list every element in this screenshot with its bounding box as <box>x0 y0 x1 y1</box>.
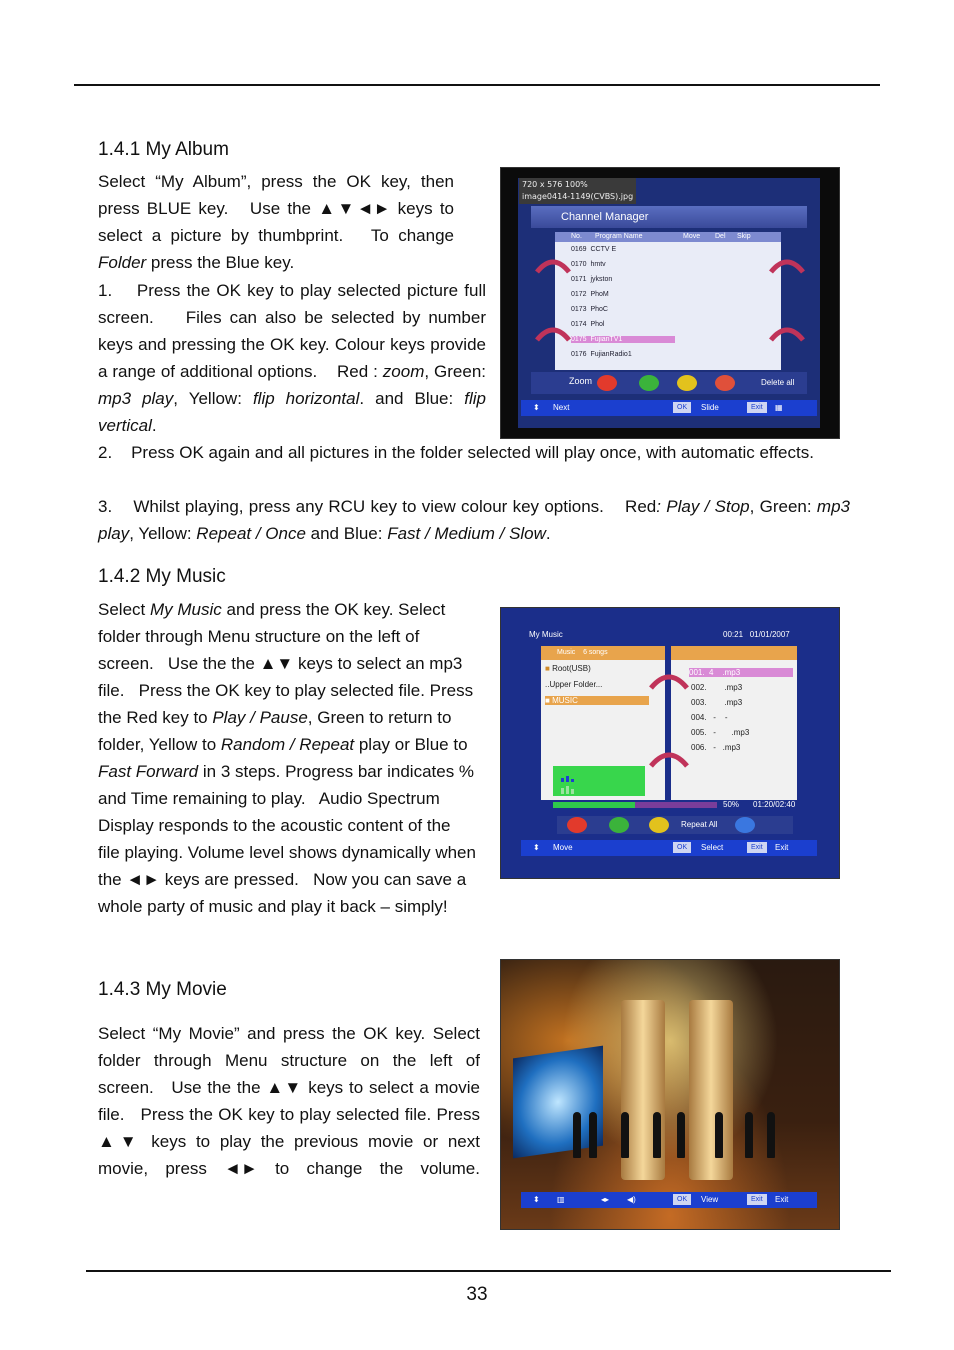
volume-icon: ◀) <box>627 1195 636 1204</box>
ok-key-badge: OK <box>673 842 691 853</box>
cell-name: PhoC <box>590 306 608 313</box>
help-bar <box>521 400 817 416</box>
file-index: 002. <box>691 683 707 692</box>
up-down-icon: ⬍ <box>533 843 540 852</box>
cell-name: FujianRadio1 <box>590 351 632 358</box>
cell-name: CCTV E <box>590 246 617 253</box>
footer-rule <box>86 1270 891 1272</box>
file-index: 005. <box>691 728 707 737</box>
text-run: . <box>545 524 551 543</box>
select-label: Select <box>701 843 724 852</box>
text-run: and press the OK key. Select folder through Menu structure on the left of screen. Use the the ▲▼ keys to select an mp3 file. Press the OK key to play selected file. Press the Red key to <box>98 600 474 727</box>
file-title: 4 <box>709 668 714 677</box>
playback-controls <box>557 816 793 834</box>
file-ext: .mp3 <box>724 683 743 692</box>
cell-number: 0174 <box>571 321 587 328</box>
channel-list-header <box>555 232 781 242</box>
text-run: Repeat / Once <box>196 524 306 543</box>
exit-label: Exit <box>775 1195 789 1204</box>
table-row[interactable] <box>571 306 608 313</box>
col-move: Move <box>683 233 701 240</box>
page-curl-icon <box>535 324 571 342</box>
folder-icon: ■ <box>545 664 550 673</box>
file-index: 006. <box>691 743 707 752</box>
cell-name: FujianTV1 <box>590 336 623 343</box>
text-run: mp3 play <box>98 389 174 408</box>
file-title: - <box>713 743 716 752</box>
cell-name: jykston <box>590 276 613 283</box>
progress-percent: 50% <box>723 800 740 809</box>
song-count: 6 songs <box>583 649 608 656</box>
text-run: in 3 steps. Progress bar indicates % and Time remaining to play. Audio Spectrum Display responds to the acoustic content of the file playing. Volume level shows dynamically when the ◄► keys are pressed. Now you can save a whole party of music and play it back – simply! <box>98 762 476 916</box>
red-key-icon[interactable] <box>597 375 617 391</box>
table-row[interactable] <box>571 261 606 268</box>
text-run: zoom <box>382 362 425 381</box>
file-ext: .mp3 <box>722 668 741 677</box>
cell-number: 0169 <box>571 246 587 253</box>
folder-header <box>541 646 665 660</box>
clock-date: 01/01/2007 <box>749 630 790 639</box>
table-row[interactable] <box>571 276 612 283</box>
performer <box>715 1112 723 1158</box>
section-heading-my-album: 1.4.1 My Album <box>98 139 229 160</box>
folder-icon: ■ <box>545 696 550 705</box>
page-curl-icon <box>535 256 571 274</box>
text-run: Select <box>98 600 150 619</box>
help-bar <box>521 1192 817 1208</box>
blue-key-icon[interactable] <box>715 375 735 391</box>
list-item[interactable] <box>691 683 742 692</box>
green-key-icon[interactable] <box>609 817 629 833</box>
file-index: 003. <box>691 698 707 707</box>
file-index: 004. <box>691 713 707 722</box>
page-curl-icon <box>769 256 805 274</box>
text-run: My Music <box>149 600 222 619</box>
table-row-selected[interactable] <box>571 336 675 343</box>
next-label: Next <box>553 403 570 412</box>
text-run: : Play / Stop <box>656 497 750 516</box>
slide-label: Slide <box>701 403 719 412</box>
my-album-screenshot <box>500 167 840 439</box>
col-skip: Skip <box>737 233 751 240</box>
performer <box>653 1112 661 1158</box>
text-run: Random / Repeat <box>220 735 355 754</box>
green-key-icon[interactable] <box>639 375 659 391</box>
album-step-1 <box>98 277 486 439</box>
text-run: , Yellow: <box>129 524 197 543</box>
cell-number: 0175 <box>571 336 587 343</box>
tree-item-music[interactable] <box>545 696 649 705</box>
col-name: Program Name <box>595 233 643 240</box>
text-run: flip vertical <box>98 389 486 435</box>
progress-bar <box>553 802 717 808</box>
text-run: , Yellow: <box>173 389 253 408</box>
ok-key-badge: OK <box>673 402 691 413</box>
up-down-icon: ⬍ <box>533 403 540 412</box>
channel-list <box>555 232 781 370</box>
list-item[interactable] <box>691 728 749 737</box>
red-key-icon[interactable] <box>567 817 587 833</box>
audio-spectrum <box>553 766 645 796</box>
text-run: , Green: <box>749 497 817 516</box>
channel-manager-title: Channel Manager <box>531 206 807 228</box>
yellow-key-icon[interactable] <box>677 375 697 391</box>
file-ext: .mp3 <box>722 743 741 752</box>
tree-item-root[interactable] <box>545 664 591 673</box>
cell-name: Phol <box>590 321 605 328</box>
image-resolution: 720 x 576 100% <box>522 180 588 189</box>
file-ext: .mp3 <box>724 698 743 707</box>
cell-number: 0170 <box>571 261 587 268</box>
page-curl-icon <box>649 748 689 768</box>
list-item[interactable] <box>691 743 740 752</box>
file-index: 001. <box>689 668 705 677</box>
view-label: View <box>701 1195 719 1204</box>
page-number: 33 <box>466 1284 488 1305</box>
clock <box>723 630 790 639</box>
move-label: Move <box>553 843 573 852</box>
table-row[interactable] <box>571 321 604 328</box>
col-del: Del <box>715 233 726 240</box>
text-run: Play / Pause <box>212 708 308 727</box>
performer <box>621 1112 629 1158</box>
cell-number: 0173 <box>571 306 587 313</box>
folder-name: Music <box>557 649 576 656</box>
left-right-icon: ◂▸ <box>601 1195 610 1204</box>
colour-key-bar <box>531 372 807 394</box>
page-curl-icon <box>649 670 689 690</box>
tree-item-upper[interactable] <box>545 680 602 689</box>
album-intro <box>98 168 454 276</box>
list-item[interactable] <box>691 713 727 722</box>
delete-all-label: Delete all <box>761 378 795 387</box>
performer <box>589 1112 597 1158</box>
performer <box>677 1112 685 1158</box>
music-description <box>98 596 476 920</box>
file-list <box>671 646 797 800</box>
movie-description: Select “My Movie” and press the OK key. Select folder through Menu structure on the left of screen. Use the the ▲▼ keys to select a movie file. Press the OK key to play selected file. Press ▲▼ keys to play the previous movie or next movie, press ◄► to change the volume. <box>98 1024 480 1178</box>
ok-key-badge: OK <box>673 1194 691 1205</box>
yellow-key-icon[interactable] <box>649 817 669 833</box>
text-run: play or Blue to <box>354 735 468 754</box>
performer <box>745 1112 753 1158</box>
my-movie-screenshot <box>500 959 840 1230</box>
image-info <box>519 178 636 204</box>
section-heading-my-movie: 1.4.3 My Movie <box>98 979 227 1000</box>
repeat-label: Repeat All <box>681 820 718 829</box>
cell-name: PhoM <box>590 291 609 298</box>
text-run: , Green to return to folder, Yellow to <box>98 708 452 754</box>
performer <box>767 1112 775 1158</box>
text-run: , Green: <box>424 362 486 381</box>
performer <box>573 1112 581 1158</box>
text-run: and Blue: <box>305 524 388 543</box>
file-ext: - <box>724 713 728 722</box>
table-row[interactable] <box>571 246 616 253</box>
album-step-3 <box>98 493 850 547</box>
cell-number: 0172 <box>571 291 587 298</box>
list-item-selected[interactable] <box>689 668 793 677</box>
table-row[interactable] <box>571 291 609 298</box>
cell-number: 0171 <box>571 276 587 283</box>
text-run: 1. Press the OK key to play selected picture full screen. Files can also be selected by number keys and pressing the OK key. Colour keys provide a range of additional options. Red : <box>98 281 486 381</box>
header-rule <box>74 84 880 86</box>
album-step-2: 2. Press OK again and all pictures in the folder selected will play once, with automatic effects. <box>98 443 814 462</box>
zoom-label: Zoom <box>569 376 593 386</box>
file-list-header <box>671 646 797 660</box>
page-curl-icon <box>769 324 805 342</box>
my-music-screenshot <box>500 607 840 879</box>
tree-label: ..Upper Folder... <box>545 680 603 689</box>
blue-key-icon[interactable] <box>735 817 755 833</box>
section-heading-my-music: 1.4.2 My Music <box>98 566 226 587</box>
text-run: mp3 play <box>98 497 850 543</box>
table-row[interactable] <box>571 351 632 358</box>
tree-label: MUSIC <box>552 696 578 705</box>
exit-key-badge: Exit <box>747 1194 767 1205</box>
file-title: - <box>713 713 716 722</box>
spectrum-bars <box>553 766 645 796</box>
stage-pillar <box>689 1000 733 1180</box>
clock-time: 00:21 <box>723 630 744 639</box>
playlist-icon: ▥ <box>557 1195 565 1204</box>
text-run: flip horizontal <box>252 389 360 408</box>
cell-number: 0176 <box>571 351 587 358</box>
text-run: Fast Forward <box>98 762 199 781</box>
text-run: . <box>151 416 157 435</box>
up-down-icon: ⬍ <box>533 1195 540 1204</box>
tree-label: Root(USB) <box>552 664 591 673</box>
progress-fill <box>553 802 635 808</box>
list-item[interactable] <box>691 698 742 707</box>
exit-label: Exit <box>775 843 789 852</box>
text-run: press the Blue key. <box>146 253 295 272</box>
exit-key-badge: Exit <box>747 842 767 853</box>
text-run: Folder <box>98 253 147 272</box>
text-run: . and Blue: <box>359 389 465 408</box>
text-run: Fast / Medium / Slow <box>387 524 546 543</box>
file-ext: .mp3 <box>731 728 750 737</box>
image-filename: image0414-1149(CVBS).jpg <box>522 192 634 201</box>
col-no: No. <box>571 233 582 240</box>
exit-key-badge: Exit <box>747 402 767 413</box>
file-title: - <box>713 728 716 737</box>
cell-name: hmtv <box>590 261 606 268</box>
time-remaining: 01:20/02:40 <box>753 800 796 809</box>
text-run: Select “My Album”, press the OK key, then press BLUE key. Use the ▲▼◄► keys to select a picture by thumbprint. To change <box>98 172 454 245</box>
help-bar <box>521 840 817 856</box>
text-run: 3. Whilst playing, press any RCU key to view colour key options. Red <box>98 497 657 516</box>
my-music-title: My Music <box>529 630 563 639</box>
grid-icon: ▦ <box>775 403 783 412</box>
